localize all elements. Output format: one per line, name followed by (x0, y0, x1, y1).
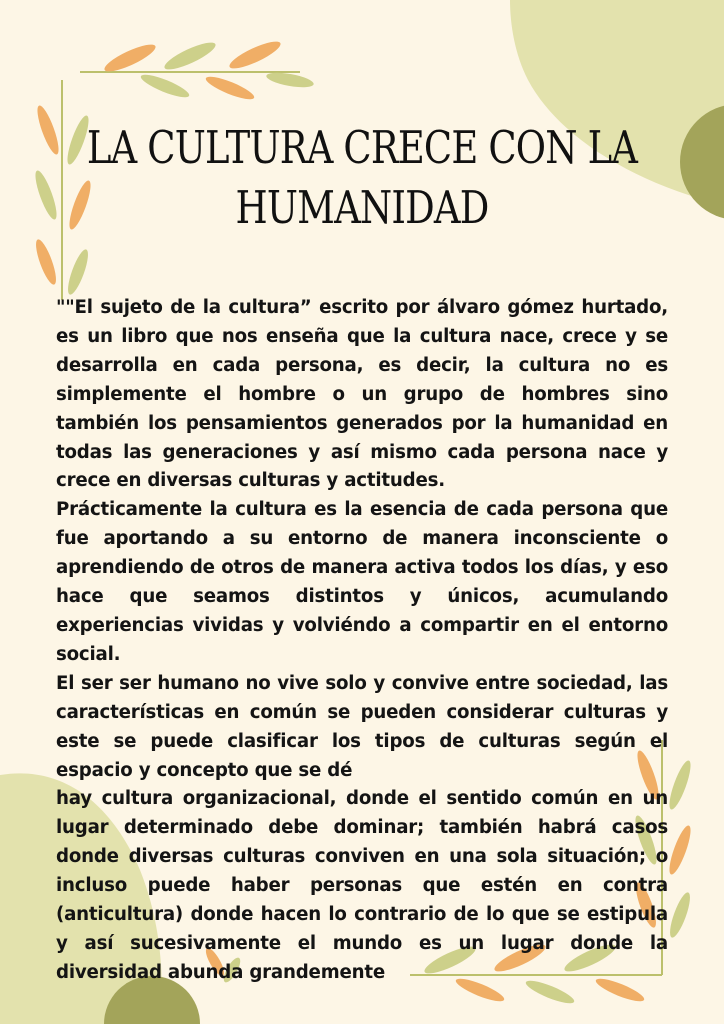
body-text (56, 294, 668, 988)
title-line-2: HUMANIDAD (235, 181, 489, 234)
paragraph-4: hay cultura organizacional, donde el sentido común en un lugar determinado debe dominar; también habrá casos donde diversas culturas conviven en una sola situación; o incluso puede haber personas que estén en contra (anticultura) donde hacen lo contrario de lo que se estipula y así sucesivamente el mundo es un lugar donde la diversidad abunda grandemente (56, 788, 668, 983)
title-line-1: LA CULTURA CRECE CON LA (86, 121, 638, 174)
paragraph-1: ""El sujeto de la cultura” escrito por álvaro gómez hurtado, es un libro que nos enseña que la cultura nace, crece y se desarrolla en cada persona, es decir, la cultura no es simplemente el hombre o un grupo de hombres sino también los pensamientos generados por la humanidad en todas las generaciones y así mismo cada persona nace y crece en diversas culturas y actitudes. (56, 297, 668, 492)
paragraph-2: Prácticamente la cultura es la esencia de cada persona que fue aportando a su entorno de manera inconsciente o aprendiendo de otros de manera activa todos los días, y eso hace que seamos distintos y únicos, acumulando experiencias vividas y volviéndo a compartir en el entorno social. (56, 499, 668, 665)
paragraph-3: El ser ser humano no vive solo y convive entre sociedad, las características en común se pueden considerar culturas y este se puede clasificar los tipos de culturas según el espacio y concepto que se dé (56, 672, 668, 781)
page-title (65, 118, 659, 238)
